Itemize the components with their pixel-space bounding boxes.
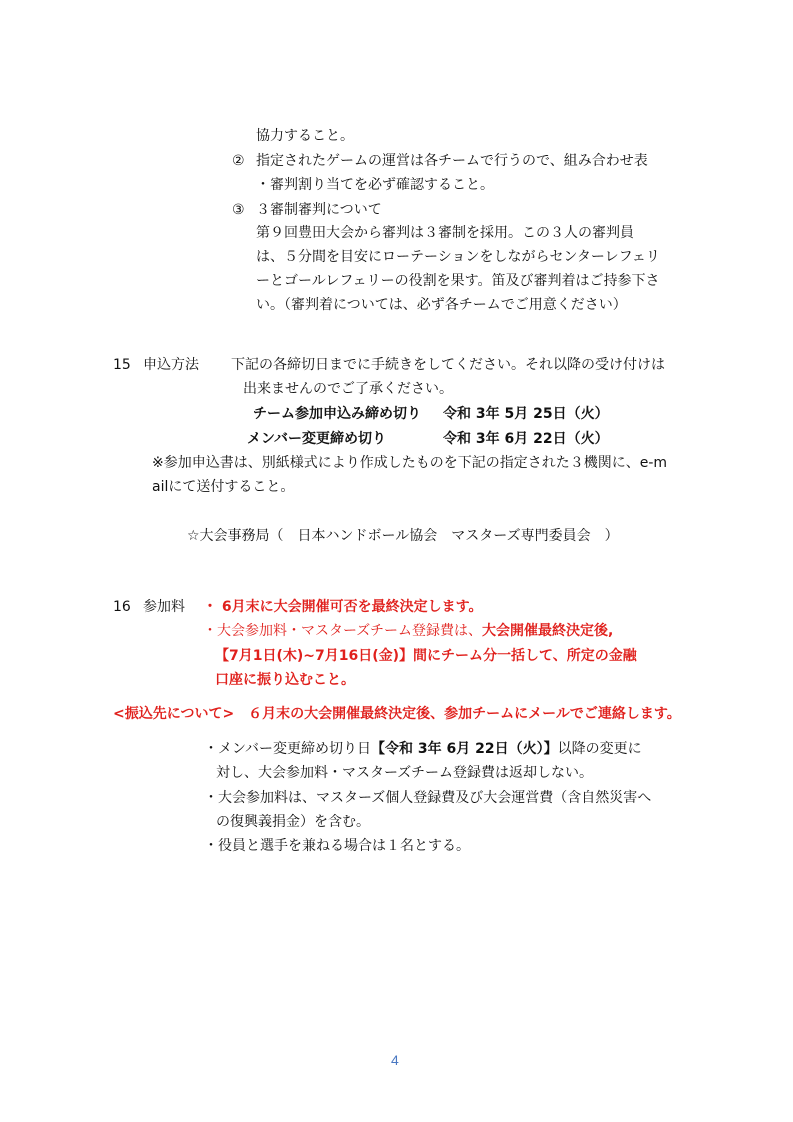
s16-bullet2-line2: の復興義捐金）を含む。: [216, 814, 370, 830]
s14-continuation: 協力すること。: [256, 128, 354, 144]
deadline2-date: 令和 3年 6月 22日（火）: [443, 431, 609, 447]
s14-item2-num: ②: [232, 153, 245, 169]
s16-red-line1: ・ 6月末に大会開催可否を最終決定します。: [203, 599, 483, 615]
s16-red-line4: 口座に振り込むこと。: [215, 672, 355, 688]
s16-red-line2: [203, 622, 613, 640]
s16-red-line3: 【7月1日(木)~7月16日(金)】間にチーム分一括して、所定の金融: [215, 648, 637, 664]
s16-bullet1-b: 【令和 3年 6月 22日（火）】: [371, 741, 558, 757]
s15-number: 15: [113, 357, 131, 373]
s16-bullet1-c: 以降の変更に: [557, 741, 642, 757]
s16-red-line2-b: 大会開催最終決定後,: [482, 623, 614, 639]
deadline1-date: 令和 3年 5月 25日（火）: [443, 406, 609, 422]
s16-bullet2-line1: ・大会参加料は、マスターズ個人登録費及び大会運営費（含自然災害へ: [204, 790, 652, 806]
s16-bullet1-line2: 対し、大会参加料・マスターズチーム登録費は返却しない。: [216, 765, 594, 781]
s14-item3-num: ③: [232, 202, 245, 218]
s14-item3-line2: は、５分間を目安にローテーションをしながらセンターレフェリ: [256, 249, 660, 265]
s15-note-line1: ※参加申込書は、別紙様式により作成したものを下記の指定された３機関に、e-m: [152, 455, 668, 471]
s16-bullet1-a: ・メンバー変更締め切り日: [204, 741, 372, 757]
s16-title: 参加料: [143, 599, 185, 615]
s16-bullet3: ・役員と選手を兼ねる場合は１名とする。: [204, 838, 470, 854]
deadline2-label: メンバー変更締め切り: [247, 431, 387, 447]
s14-item2-line1: 指定されたゲームの運営は各チームで行うので、組み合わせ表: [256, 153, 648, 169]
s15-title: 申込方法: [143, 357, 199, 373]
s15-line2: 出来ませんのでご了承ください。: [243, 381, 453, 397]
s16-bullet1-line1: [204, 740, 642, 758]
tournament-office: ☆大会事務局（ 日本ハンドボール協会 マスターズ専門委員会 ）: [187, 528, 619, 544]
transfer-note: <振込先について> ６月末の大会開催最終決定後、参加チームにメールでご連絡します。: [113, 706, 681, 722]
s14-item3-line1: 第９回豊田大会から審判は３審制を採用。この３人の審判員: [256, 225, 634, 241]
s14-item3-title: ３審制審判について: [256, 202, 382, 218]
s16-red-line2-a: ・大会参加料・マスターズチーム登録費は、: [203, 623, 483, 639]
s14-item3-line4: い。（審判着については、必ず各チームでご用意ください）: [256, 297, 627, 313]
page-number: 4: [391, 1052, 399, 1068]
deadline1-label: チーム参加申込み締め切り: [253, 406, 421, 422]
s14-item3-line3: ーとゴールレフェリーの役割を果す。笛及び審判着はご持参下さ: [256, 273, 660, 289]
s14-item2-line2: ・審判割り当てを必ず確認すること。: [256, 177, 494, 193]
s15-note-line2: ailにて送付すること。: [152, 479, 295, 495]
s15-line1: 下記の各締切日までに手続きをしてください。それ以降の受け付けは: [231, 357, 665, 373]
s16-number: 16: [113, 599, 131, 615]
